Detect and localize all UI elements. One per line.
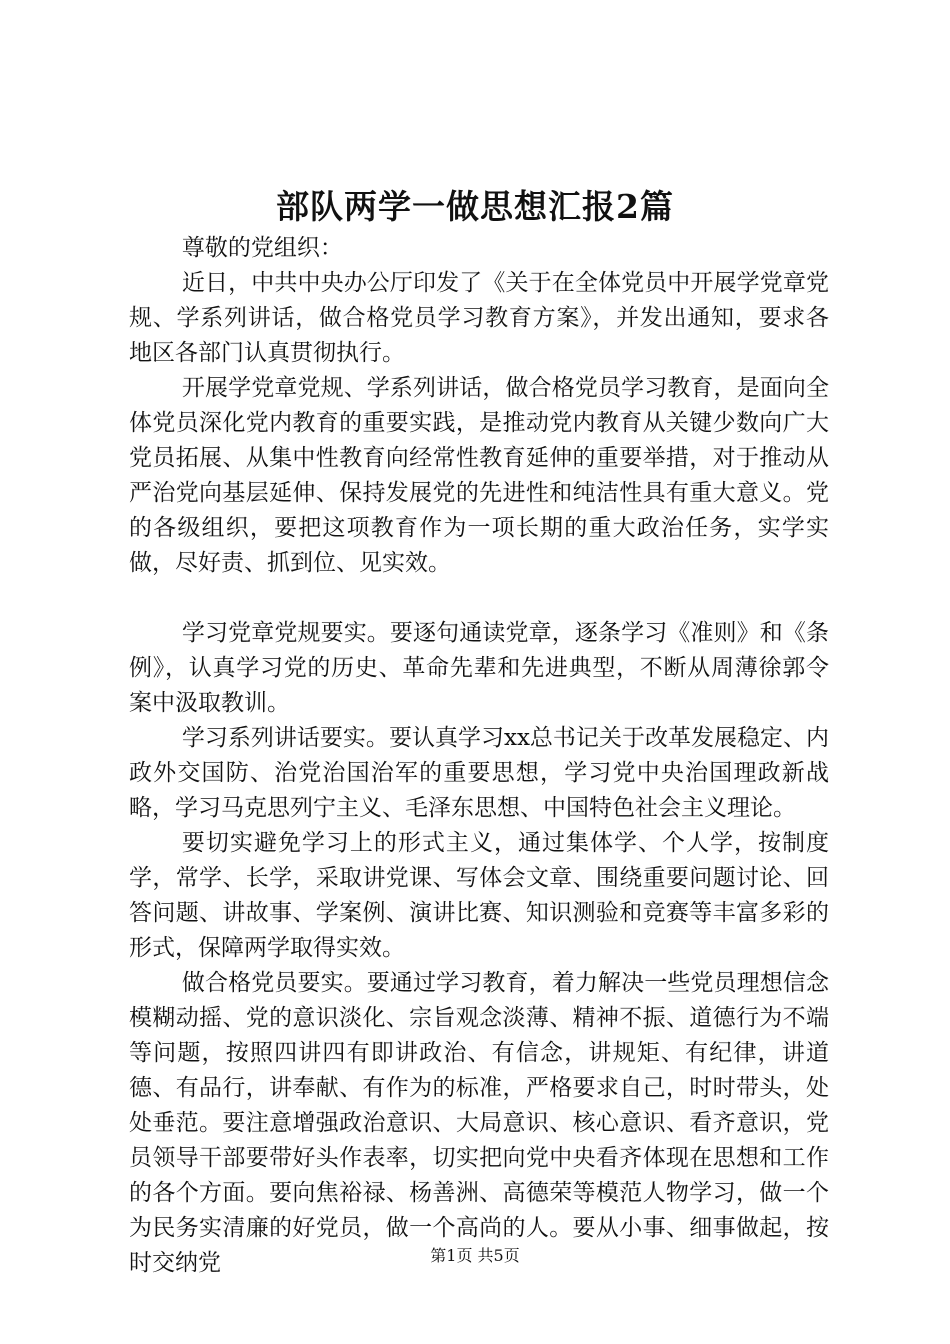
paragraph: 开展学党章党规、学系列讲话，做合格党员学习教育，是面向全体党员深化党内教育的重要实践，是推动党内教育从关键少数向广大党员拓展、从集中性教育向经常性教育延伸的重要举措，对于推动从严治党向基层延伸、保持发展党的先进性和纯洁性具有重大意义。党的各级组织，要把这项教育作为一项长期的重大政治任务，实学实做，尽好责、抓到位、见实效。 <box>129 375 829 576</box>
salutation: 尊敬的党组织： <box>181 235 343 261</box>
paragraph: 学习党章党规要实。要逐句通读党章，逐条学习《准则》和《条例》，认真学习党的历史、革命先辈和先进典型，不断从周薄徐郭令案中汲取教训。 <box>129 620 829 716</box>
paragraph: 学习系列讲话要实。要认真学习xx总书记关于改革发展稳定、内政外交国防、治党治国治军的重要思想，学习党中央治国理政新战略，学习马克思列宁主义、毛泽东思想、中国特色社会主义理论。 <box>129 725 829 821</box>
page-footer: 第1页 共5页 <box>430 1246 520 1265</box>
document-body <box>129 231 829 1281</box>
paragraph: 近日，中共中央办公厅印发了《关于在全体党员中开展学党章党规、学系列讲话，做合格党员学习教育方案》，并发出通知，要求各地区各部门认真贯彻执行。 <box>129 270 829 366</box>
paragraph: 做合格党员要实。要通过学习教育，着力解决一些党员理想信念模糊动摇、党的意识淡化、宗旨观念淡薄、精神不振、道德行为不端等问题，按照四讲四有即讲政治、有信念，讲规矩、有纪律，讲道德、有品行，讲奉献、有作为的标准，严格要求自己，时时带头，处处垂范。要注意增强政治意识、大局意识、核心意识、看齐意识，党员领导干部要带好头作表率，切实把向党中央看齐体现在思想和工作的各个方面。要向焦裕禄、杨善洲、高德荣等模范人物学习，做一个为民务实清廉的好党员，做一个高尚的人。要从小事、细事做起，按时交纳党 <box>129 970 829 1276</box>
paragraph: 要切实避免学习上的形式主义，通过集体学、个人学，按制度学，常学、长学，采取讲党课、写体会文章、围绕重要问题讨论、回答问题、讲故事、学案例、演讲比赛、知识测验和竞赛等丰富多彩的形式，保障两学取得实效。 <box>129 830 829 961</box>
document-title: 部队两学一做思想汇报2篇 <box>276 187 674 226</box>
